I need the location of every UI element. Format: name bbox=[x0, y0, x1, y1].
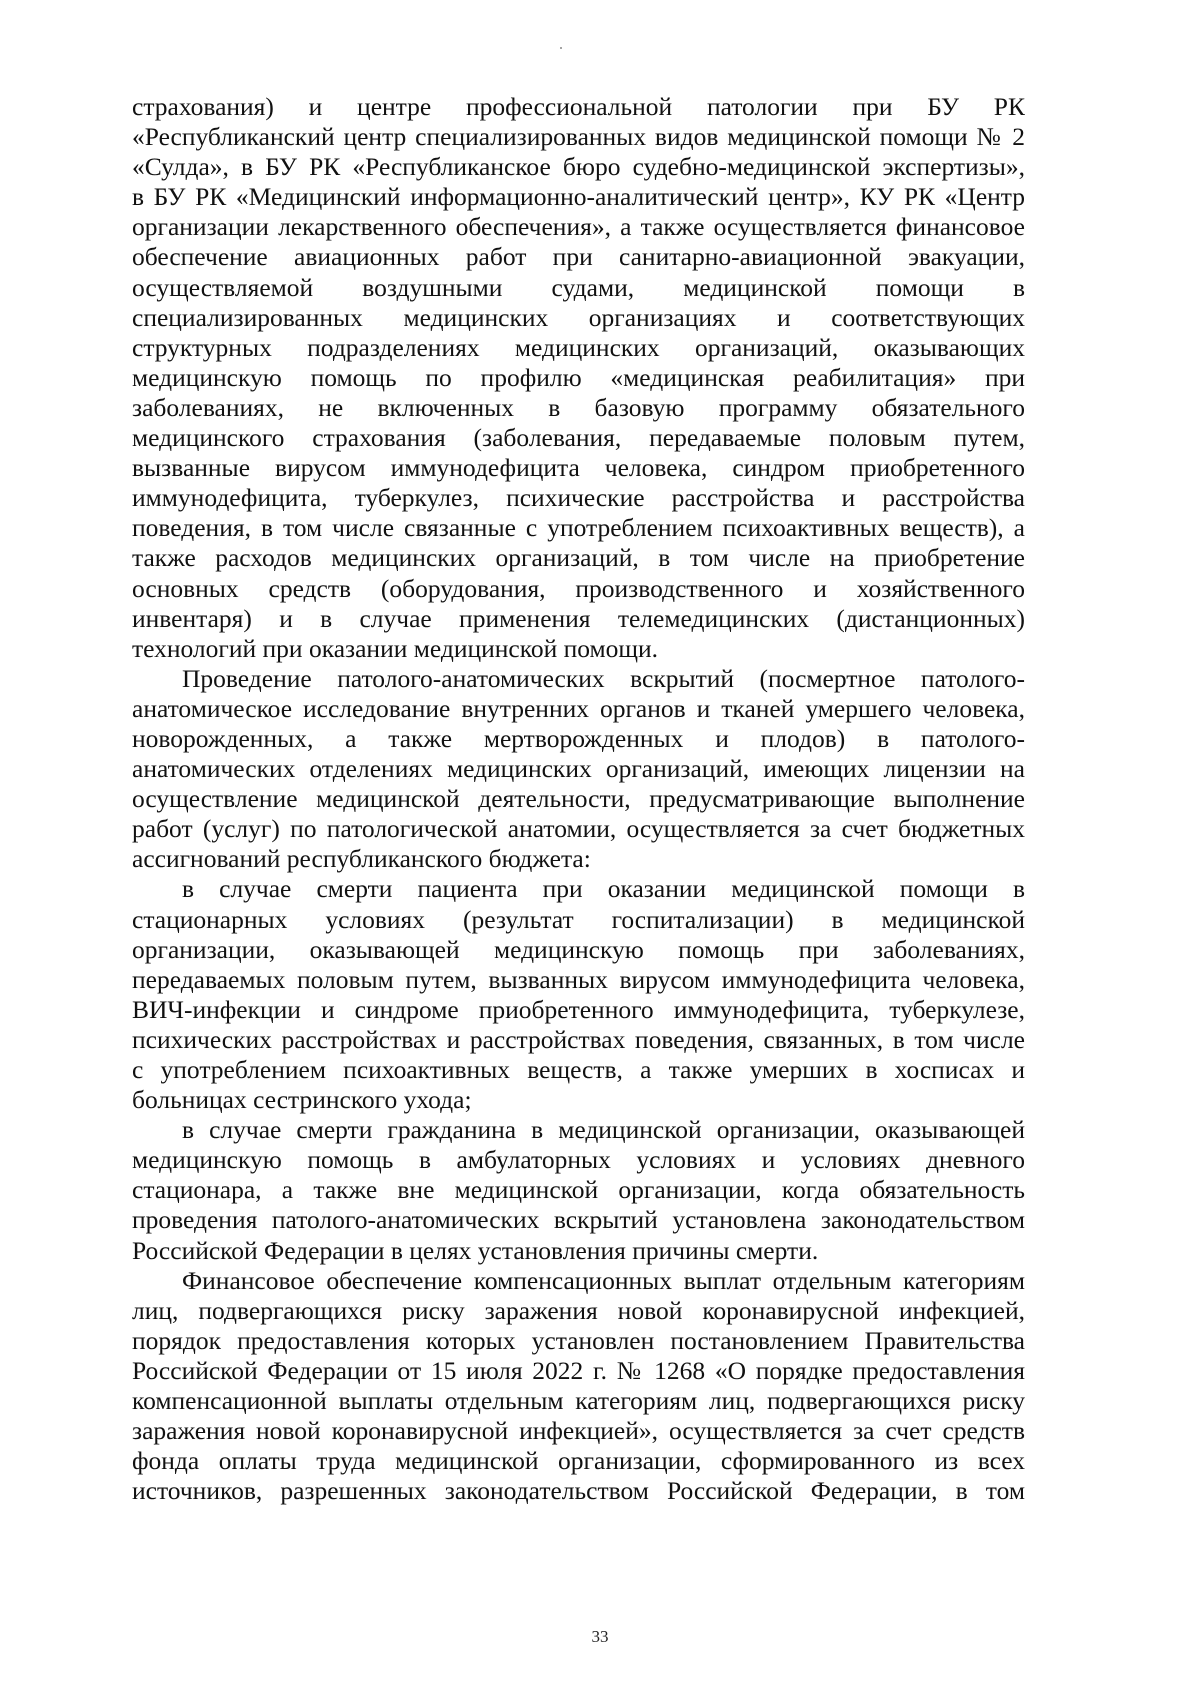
text-line: вызванные вирусом иммунодефицита человека, синдром приобретенного bbox=[132, 453, 1025, 483]
text-line: специализированных медицинских организациях и соответствующих bbox=[132, 302, 1025, 332]
text-line: основных средств (оборудования, производственного и хозяйственного bbox=[132, 573, 1025, 603]
text-line: проведения патолого-анатомических вскрытий установлена законодательством bbox=[132, 1205, 1025, 1235]
text-line: с употреблением психоактивных веществ, а также умерших в хосписах и bbox=[132, 1055, 1025, 1084]
text-line: новорожденных, а также мертворожденных и плодов) в патолого- bbox=[132, 723, 1025, 753]
text-line: Российской Федерации от 15 июля 2022 г. № 1268 «О порядке предоставления bbox=[132, 1355, 1025, 1385]
text-line: психических расстройствах и расстройствах поведения, связанных, в том числе bbox=[132, 1024, 1025, 1054]
text-line: лиц, подвергающихся риску заражения новой коронавирусной инфекцией, bbox=[132, 1295, 1025, 1325]
text-line: страхования) и центре профессиональной патологии при БУ РК bbox=[132, 92, 1025, 121]
text-line: стационарных условиях (результат госпитализации) в медицинской bbox=[132, 904, 1025, 934]
text-line: осуществляемой воздушными судами, медицинской помощи в bbox=[132, 272, 1025, 302]
text-line: заболеваниях, не включенных в базовую программу обязательного bbox=[132, 392, 1025, 422]
text-line: Российской Федерации в целях установления причины смерти. bbox=[132, 1235, 819, 1265]
text-line: в случае смерти гражданина в медицинской организации, оказывающей bbox=[182, 1115, 1025, 1145]
text-line: «Сулда», в БУ РК «Республиканское бюро судебно-медицинской экспертизы», bbox=[132, 152, 1025, 182]
text-line: медицинского страхования (заболевания, передаваемые половым путем, bbox=[132, 423, 1025, 453]
text-line: структурных подразделениях медицинских организаций, оказывающих bbox=[132, 332, 1025, 362]
text-line: анатомических отделениях медицинских организаций, имеющих лицензии на bbox=[132, 754, 1025, 784]
text-line: больницах сестринского ухода; bbox=[132, 1085, 472, 1115]
text-line: анатомическое исследование внутренних органов и тканей умершего человека, bbox=[132, 693, 1025, 723]
text-line: технологий при оказании медицинской помощи. bbox=[132, 633, 659, 663]
text-line: организации, оказывающей медицинскую помощь при заболеваниях, bbox=[132, 934, 1025, 964]
page-number: 33 bbox=[591, 1627, 609, 1646]
text-line: Проведение патолого-анатомических вскрытий (посмертное патолого- bbox=[182, 663, 1025, 693]
text-line: организации лекарственного обеспечения», а также осуществляется финансовое bbox=[132, 212, 1025, 242]
text-line: поведения, в том числе связанные с употреблением психоактивных веществ), а bbox=[132, 513, 1025, 543]
text-line: иммунодефицита, туберкулез, психические расстройства и расстройства bbox=[132, 483, 1025, 513]
text-line: в случае смерти пациента при оказании медицинской помощи в bbox=[182, 874, 1025, 904]
scan-speck bbox=[560, 47, 562, 49]
text-line: Финансовое обеспечение компенсационных выплат отдельным категориям bbox=[182, 1265, 1025, 1295]
text-line: работ (услуг) по патологической анатомии, осуществляется за счет бюджетных bbox=[132, 814, 1025, 844]
text-line: фонда оплаты труда медицинской организации, сформированного из всех bbox=[132, 1446, 1025, 1476]
text-line: порядок предоставления которых установлен постановлением Правительства bbox=[132, 1325, 1025, 1355]
text-line: источников, разрешенных законодательством Российской Федерации, в том bbox=[132, 1476, 1025, 1506]
text-line: в БУ РК «Медицинский информационно-аналитический центр», КУ РК «Центр bbox=[132, 182, 1025, 212]
text-line: также расходов медицинских организаций, в том числе на приобретение bbox=[132, 543, 1025, 573]
text-line: стационара, а также вне медицинской организации, когда обязательность bbox=[132, 1175, 1025, 1205]
text-line: инвентаря) и в случае применения телемедицинских (дистанционных) bbox=[132, 603, 1025, 633]
text-line: обеспечение авиационных работ при санитарно-авиационной эвакуации, bbox=[132, 242, 1025, 272]
text-line: медицинскую помощь в амбулаторных условиях и условиях дневного bbox=[132, 1145, 1025, 1175]
text-line: заражения новой коронавирусной инфекцией», осуществляется за счет средств bbox=[132, 1416, 1025, 1446]
text-line: компенсационной выплаты отдельным категориям лиц, подвергающихся риску bbox=[132, 1386, 1025, 1416]
text-line: ассигнований республиканского бюджета: bbox=[132, 844, 591, 874]
text-line: ВИЧ-инфекции и синдроме приобретенного иммунодефицита, туберкулезе, bbox=[132, 994, 1025, 1024]
text-line: «Республиканский центр специализированных видов медицинской помощи № 2 bbox=[132, 122, 1025, 152]
text-line: передаваемых половым путем, вызванных вирусом иммунодефицита человека, bbox=[132, 964, 1025, 994]
text-line: медицинскую помощь по профилю «медицинская реабилитация» при bbox=[132, 362, 1025, 392]
text-line: осуществление медицинской деятельности, предусматривающие выполнение bbox=[132, 784, 1025, 814]
document-body bbox=[132, 92, 1025, 1506]
